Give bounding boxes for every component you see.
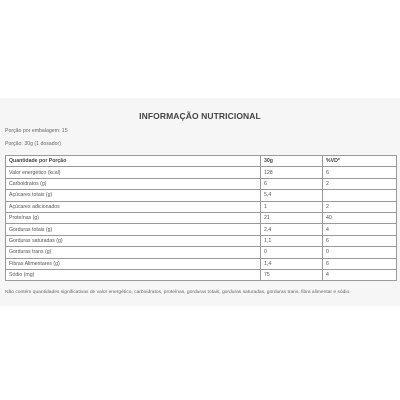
nutrient-amount: 75 xyxy=(261,269,323,280)
nutrient-dv: 40 xyxy=(323,212,397,223)
nutrient-dv: 4 xyxy=(323,269,397,280)
header-portion: 30g xyxy=(261,156,323,167)
nutrient-dv: 4 xyxy=(323,224,397,235)
section-title: INFORMAÇÃO NUTRICIONAL xyxy=(139,111,261,121)
nutrient-name: Carboidratos (g) xyxy=(6,178,261,189)
nutrient-name: Fibras Alimentares (g) xyxy=(6,258,261,269)
table-row xyxy=(6,190,397,201)
header-quantity: Quantidade por Porção xyxy=(6,156,261,167)
nutrient-name: Açúcares totais (g) xyxy=(6,190,261,201)
nutrient-name: Gorduras saturadas (g) xyxy=(6,235,261,246)
nutrient-amount: 1,1 xyxy=(261,235,323,246)
nutrient-amount: 6 xyxy=(261,178,323,189)
table-row xyxy=(6,247,397,258)
nutrient-name: Sódio (mg) xyxy=(6,269,261,280)
table-header-row xyxy=(6,156,397,167)
nutrient-amount: 1,4 xyxy=(261,258,323,269)
footnote: Não contém quantidades significativas de valor energético, carboidratos, proteínas, gorduras totais, gorduras saturadas, gorduras trans, fibra alimentar e sódio. xyxy=(5,290,351,295)
serving-size: Porção: 30g (1 dosador) xyxy=(5,141,61,147)
table-row xyxy=(6,212,397,223)
nutrient-amount: 128 xyxy=(261,167,323,178)
nutrient-name: Valor energético (kcal) xyxy=(6,167,261,178)
nutrient-name: Açúcares adicionados xyxy=(6,201,261,212)
table-row xyxy=(6,235,397,246)
nutrient-name: Gorduras totais (g) xyxy=(6,224,261,235)
nutrient-name: Proteínas (g) xyxy=(6,212,261,223)
table-row xyxy=(6,201,397,212)
header-daily-value: %VD* xyxy=(323,156,397,167)
nutrient-dv: 2 xyxy=(323,178,397,189)
nutrient-dv: 6 xyxy=(323,167,397,178)
nutrient-dv: 6 xyxy=(323,235,397,246)
nutrient-dv: 0 xyxy=(323,247,397,258)
nutrient-dv: 6 xyxy=(323,258,397,269)
nutrient-amount: 5,4 xyxy=(261,190,323,201)
nutrient-amount: 2,4 xyxy=(261,224,323,235)
table-row xyxy=(6,224,397,235)
servings-per-package: Porção por embalagem: 15 xyxy=(5,128,68,134)
nutrient-amount: 21 xyxy=(261,212,323,223)
nutrient-dv: 2 xyxy=(323,201,397,212)
table-row xyxy=(6,178,397,189)
table-row xyxy=(6,269,397,280)
nutrient-amount: 0 xyxy=(261,247,323,258)
nutrition-table xyxy=(5,155,397,281)
table-row xyxy=(6,258,397,269)
nutrient-dv xyxy=(323,190,397,201)
nutrient-amount: 1 xyxy=(261,201,323,212)
table-row xyxy=(6,167,397,178)
nutrient-name: Gorduras trans (g) xyxy=(6,247,261,258)
